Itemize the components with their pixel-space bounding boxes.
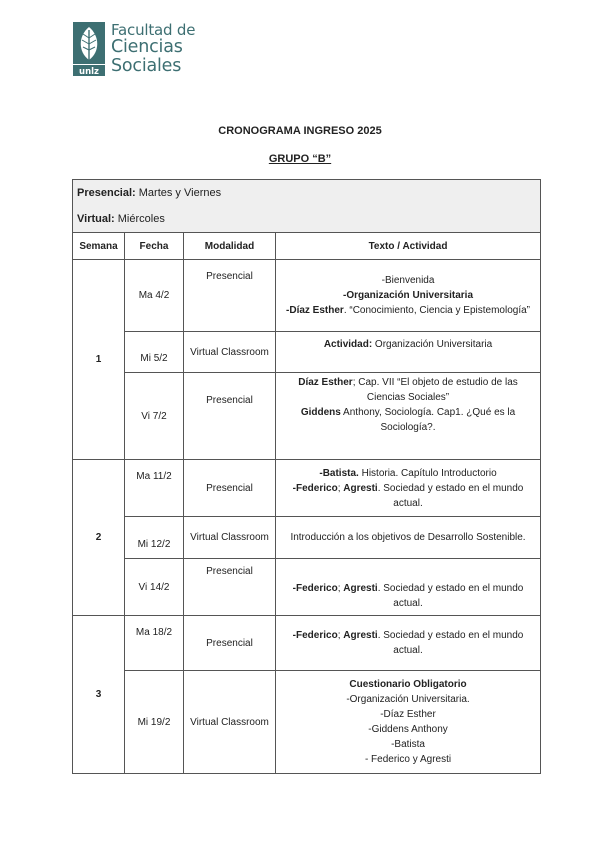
logo-line-3: Sociales xyxy=(111,55,182,76)
table-row xyxy=(73,616,541,671)
activity-line: Actividad: Organización Universitaria xyxy=(323,339,493,350)
modalidad-cell: Presencial xyxy=(184,373,276,460)
activity-line: -Batista xyxy=(391,739,425,750)
texto-cell xyxy=(276,373,541,460)
activity-line: Introducción a los objetivos de Desarrollo Sostenible. xyxy=(290,532,526,543)
table-row xyxy=(73,517,541,559)
schedule-table xyxy=(72,179,541,774)
activity-line: Giddens Anthony, Sociología. Cap1. ¿Qué es la Sociología?. xyxy=(300,407,516,433)
fecha-cell: Vi 7/2 xyxy=(125,373,184,460)
activity-line: -Federico; Agresti. Sociedad y estado en el mundo actual. xyxy=(292,583,524,609)
column-header-modalidad: Modalidad xyxy=(184,233,276,260)
virtual-info: Virtual: Miércoles xyxy=(77,213,165,225)
group-title: GRUPO “B” xyxy=(268,153,332,165)
fecha-cell: Ma 18/2 xyxy=(125,616,184,671)
table-row xyxy=(73,373,541,460)
activity-line: -Federico; Agresti. Sociedad y estado en el mundo actual. xyxy=(292,482,524,509)
fecha-cell: Ma 11/2 xyxy=(125,460,184,517)
activity-line: - Federico y Agresti xyxy=(364,754,452,765)
texto-cell xyxy=(276,671,541,774)
column-header-semana: Semana xyxy=(73,233,125,260)
faculty-logo xyxy=(73,22,213,78)
logo-line-1: Facultad de xyxy=(111,21,196,39)
texto-cell xyxy=(276,260,541,332)
modalidad-cell: Virtual Classroom xyxy=(184,332,276,373)
table-row xyxy=(73,260,541,332)
fecha-cell: Mi 19/2 xyxy=(125,671,184,774)
activity-line: -Díaz Esther xyxy=(380,709,436,720)
fecha-cell: Mi 12/2 xyxy=(125,517,184,559)
activity-line: -Federico; Agresti. Sociedad y estado en el mundo actual. xyxy=(292,630,524,656)
document-title: CRONOGRAMA INGRESO 2025 xyxy=(218,125,382,137)
modalidad-cell: Virtual Classroom xyxy=(184,517,276,559)
modalidad-cell: Presencial xyxy=(184,559,276,616)
column-header-texto: Texto / Actividad xyxy=(276,233,541,260)
activity-line: -Giddens Anthony xyxy=(368,724,448,735)
texto-cell xyxy=(276,332,541,373)
modalidad-cell: Virtual Classroom xyxy=(184,671,276,774)
texto-cell xyxy=(276,616,541,671)
texto-cell xyxy=(276,460,541,517)
semana-cell: 2 xyxy=(73,460,125,616)
logo-mark-text: unlz xyxy=(79,67,99,76)
activity-line: Díaz Esther; Cap. VII “El objeto de estudio de las Ciencias Sociales” xyxy=(298,377,518,403)
column-header-fecha: Fecha xyxy=(125,233,184,260)
semana-cell: 3 xyxy=(73,616,125,774)
texto-cell xyxy=(276,559,541,616)
modalidad-cell: Presencial xyxy=(184,260,276,332)
semana-cell: 1 xyxy=(73,260,125,460)
table-row xyxy=(73,559,541,616)
table-row xyxy=(73,460,541,517)
texto-cell xyxy=(276,517,541,559)
info-row xyxy=(73,180,541,233)
modalidad-cell: Presencial xyxy=(184,616,276,671)
activity-line: -Organización Universitaria xyxy=(342,290,474,301)
leaf-logo-icon xyxy=(73,22,105,76)
fecha-cell: Ma 4/2 xyxy=(125,260,184,332)
modality-info-cell xyxy=(73,180,541,233)
presencial-info: Presencial: Martes y Viernes xyxy=(77,187,222,199)
modalidad-cell: Presencial xyxy=(184,460,276,517)
activity-line: -Organización Universitaria. xyxy=(346,694,470,705)
table-row xyxy=(73,332,541,373)
activity-line: -Batista. Historia. Capítulo Introductorio xyxy=(319,467,497,479)
table-row xyxy=(73,671,541,774)
logo-line-2: Ciencias xyxy=(111,37,183,57)
activity-line: -Díaz Esther. “Conocimiento, Ciencia y Epistemología” xyxy=(286,305,531,316)
logo-text xyxy=(111,22,195,75)
header-row xyxy=(73,233,541,260)
fecha-cell: Vi 14/2 xyxy=(125,559,184,616)
fecha-cell: Mi 5/2 xyxy=(125,332,184,373)
activity-line: -Bienvenida xyxy=(381,275,435,286)
activity-line: Cuestionario Obligatorio xyxy=(349,679,467,690)
